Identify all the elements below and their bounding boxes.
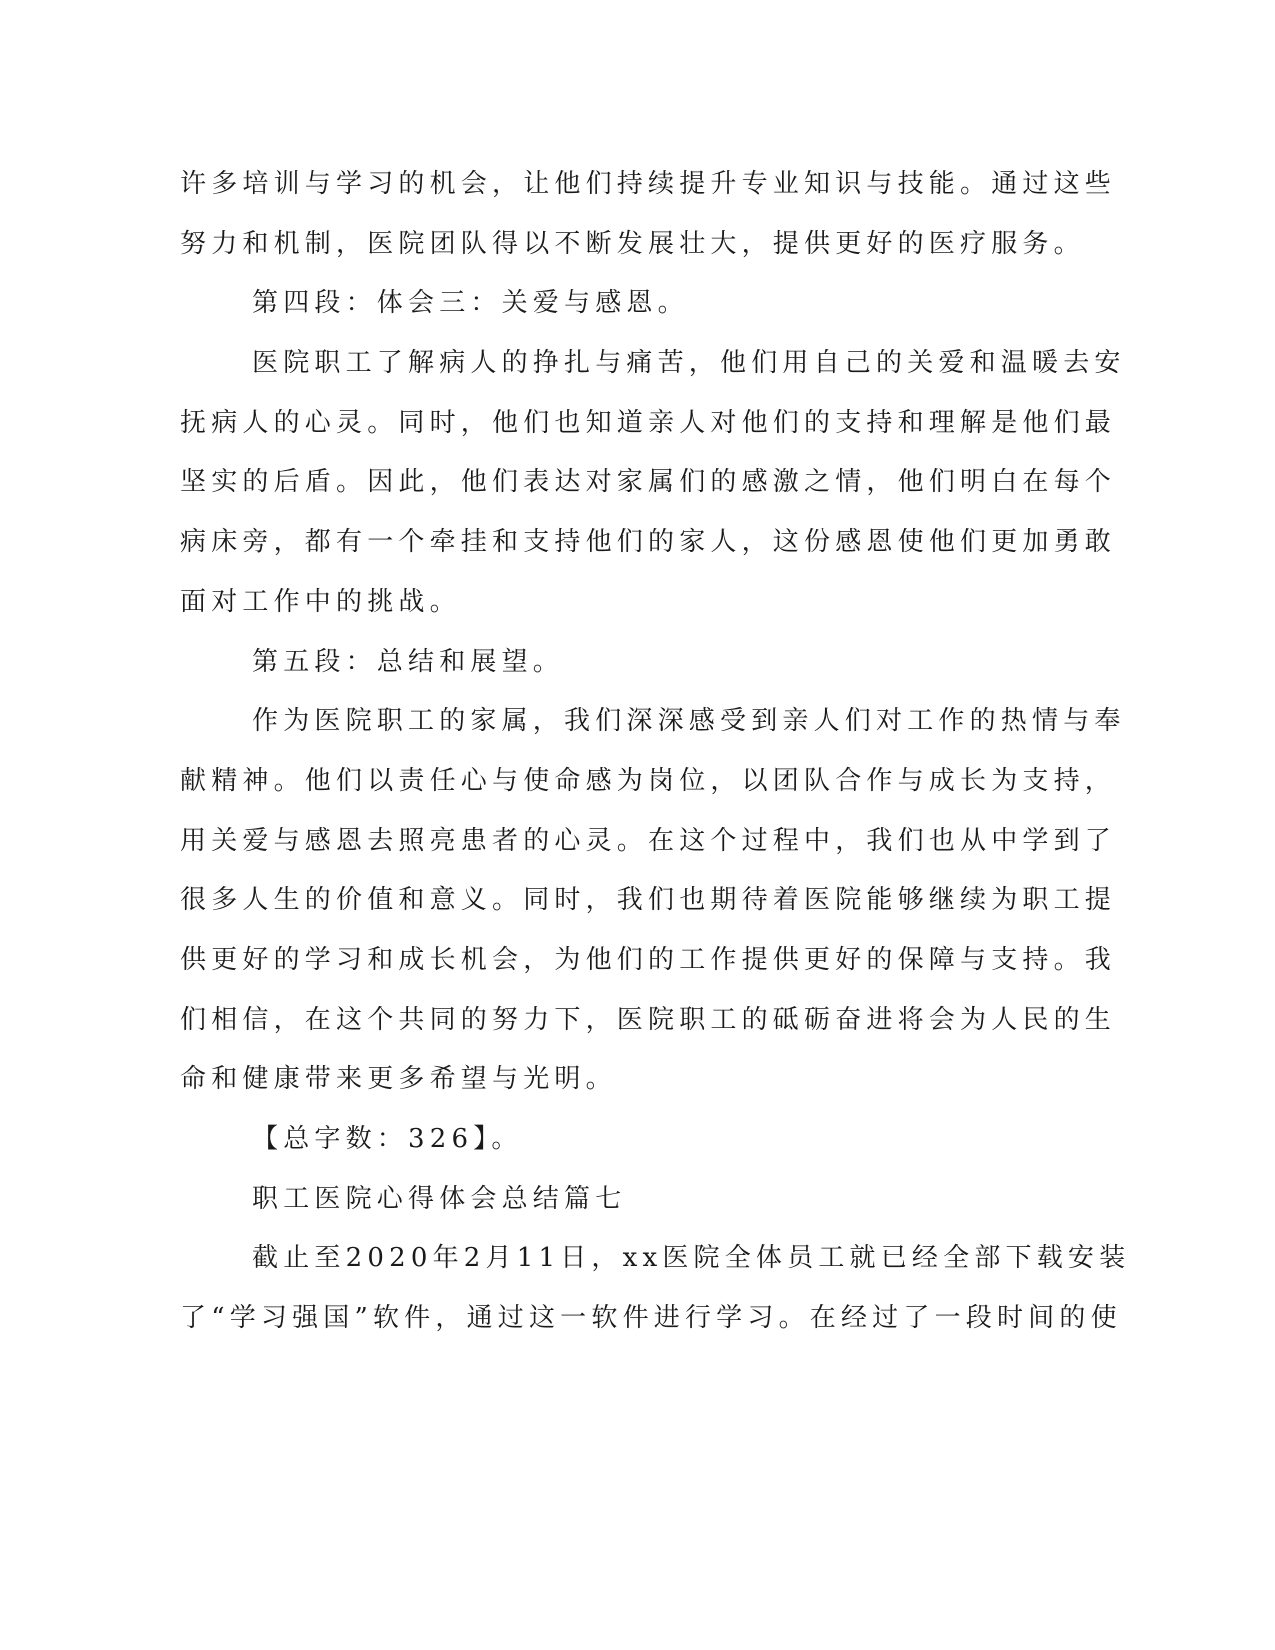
document-body — [180, 155, 1131, 1349]
text-line: 了“学习强国”软件，通过这一软件进行学习。在经过了一段时间的使 — [180, 1303, 1122, 1334]
text-line: 抚病人的心灵。同时，他们也知道亲人对他们的支持和理解是他们最 — [180, 407, 1117, 438]
text-line: 许多培训与学习的机会，让他们持续提升专业知识与技能。通过这些 — [180, 169, 1117, 199]
section-heading-4: 第四段：体会三：关爱与感恩。 — [252, 288, 689, 319]
text-line: 面对工作中的挑战。 — [180, 586, 461, 617]
text-line: 坚实的后盾。因此，他们表达对家属们的感激之情，他们明白在每个 — [180, 467, 1117, 498]
text-line: 命和健康带来更多希望与光明。 — [180, 1064, 617, 1095]
text-line: 很多人生的价值和意义。同时，我们也期待着医院能够继续为职工提 — [180, 885, 1117, 916]
word-count: 【总字数：326】。 — [252, 1124, 523, 1154]
text-line: 献精神。他们以责任心与使命感为岗位，以团队合作与成长为支持， — [180, 765, 1117, 796]
text-line: 病床旁，都有一个牵挂和支持他们的家人，这份感恩使他们更加勇敢 — [180, 527, 1117, 558]
section-heading-5: 第五段：总结和展望。 — [252, 646, 565, 677]
text-line: 截止至2020年2月11日，xx医院全体员工就已经全部下载安装 — [252, 1243, 1131, 1274]
article-title: 职工医院心得体会总结篇七 — [252, 1183, 627, 1214]
text-line: 供更好的学习和成长机会，为他们的工作提供更好的保障与支持。我 — [180, 944, 1117, 975]
text-line: 努力和机制，医院团队得以不断发展壮大，提供更好的医疗服务。 — [180, 228, 1085, 259]
text-line: 用关爱与感恩去照亮患者的心灵。在这个过程中，我们也从中学到了 — [180, 825, 1117, 856]
text-line: 们相信，在这个共同的努力下，医院职工的砥砺奋进将会为人民的生 — [180, 1004, 1117, 1035]
text-line: 作为医院职工的家属，我们深深感受到亲人们对工作的热情与奉 — [252, 706, 1126, 737]
text-line: 医院职工了解病人的挣扎与痛苦，他们用自己的关爱和温暖去安 — [252, 348, 1126, 379]
